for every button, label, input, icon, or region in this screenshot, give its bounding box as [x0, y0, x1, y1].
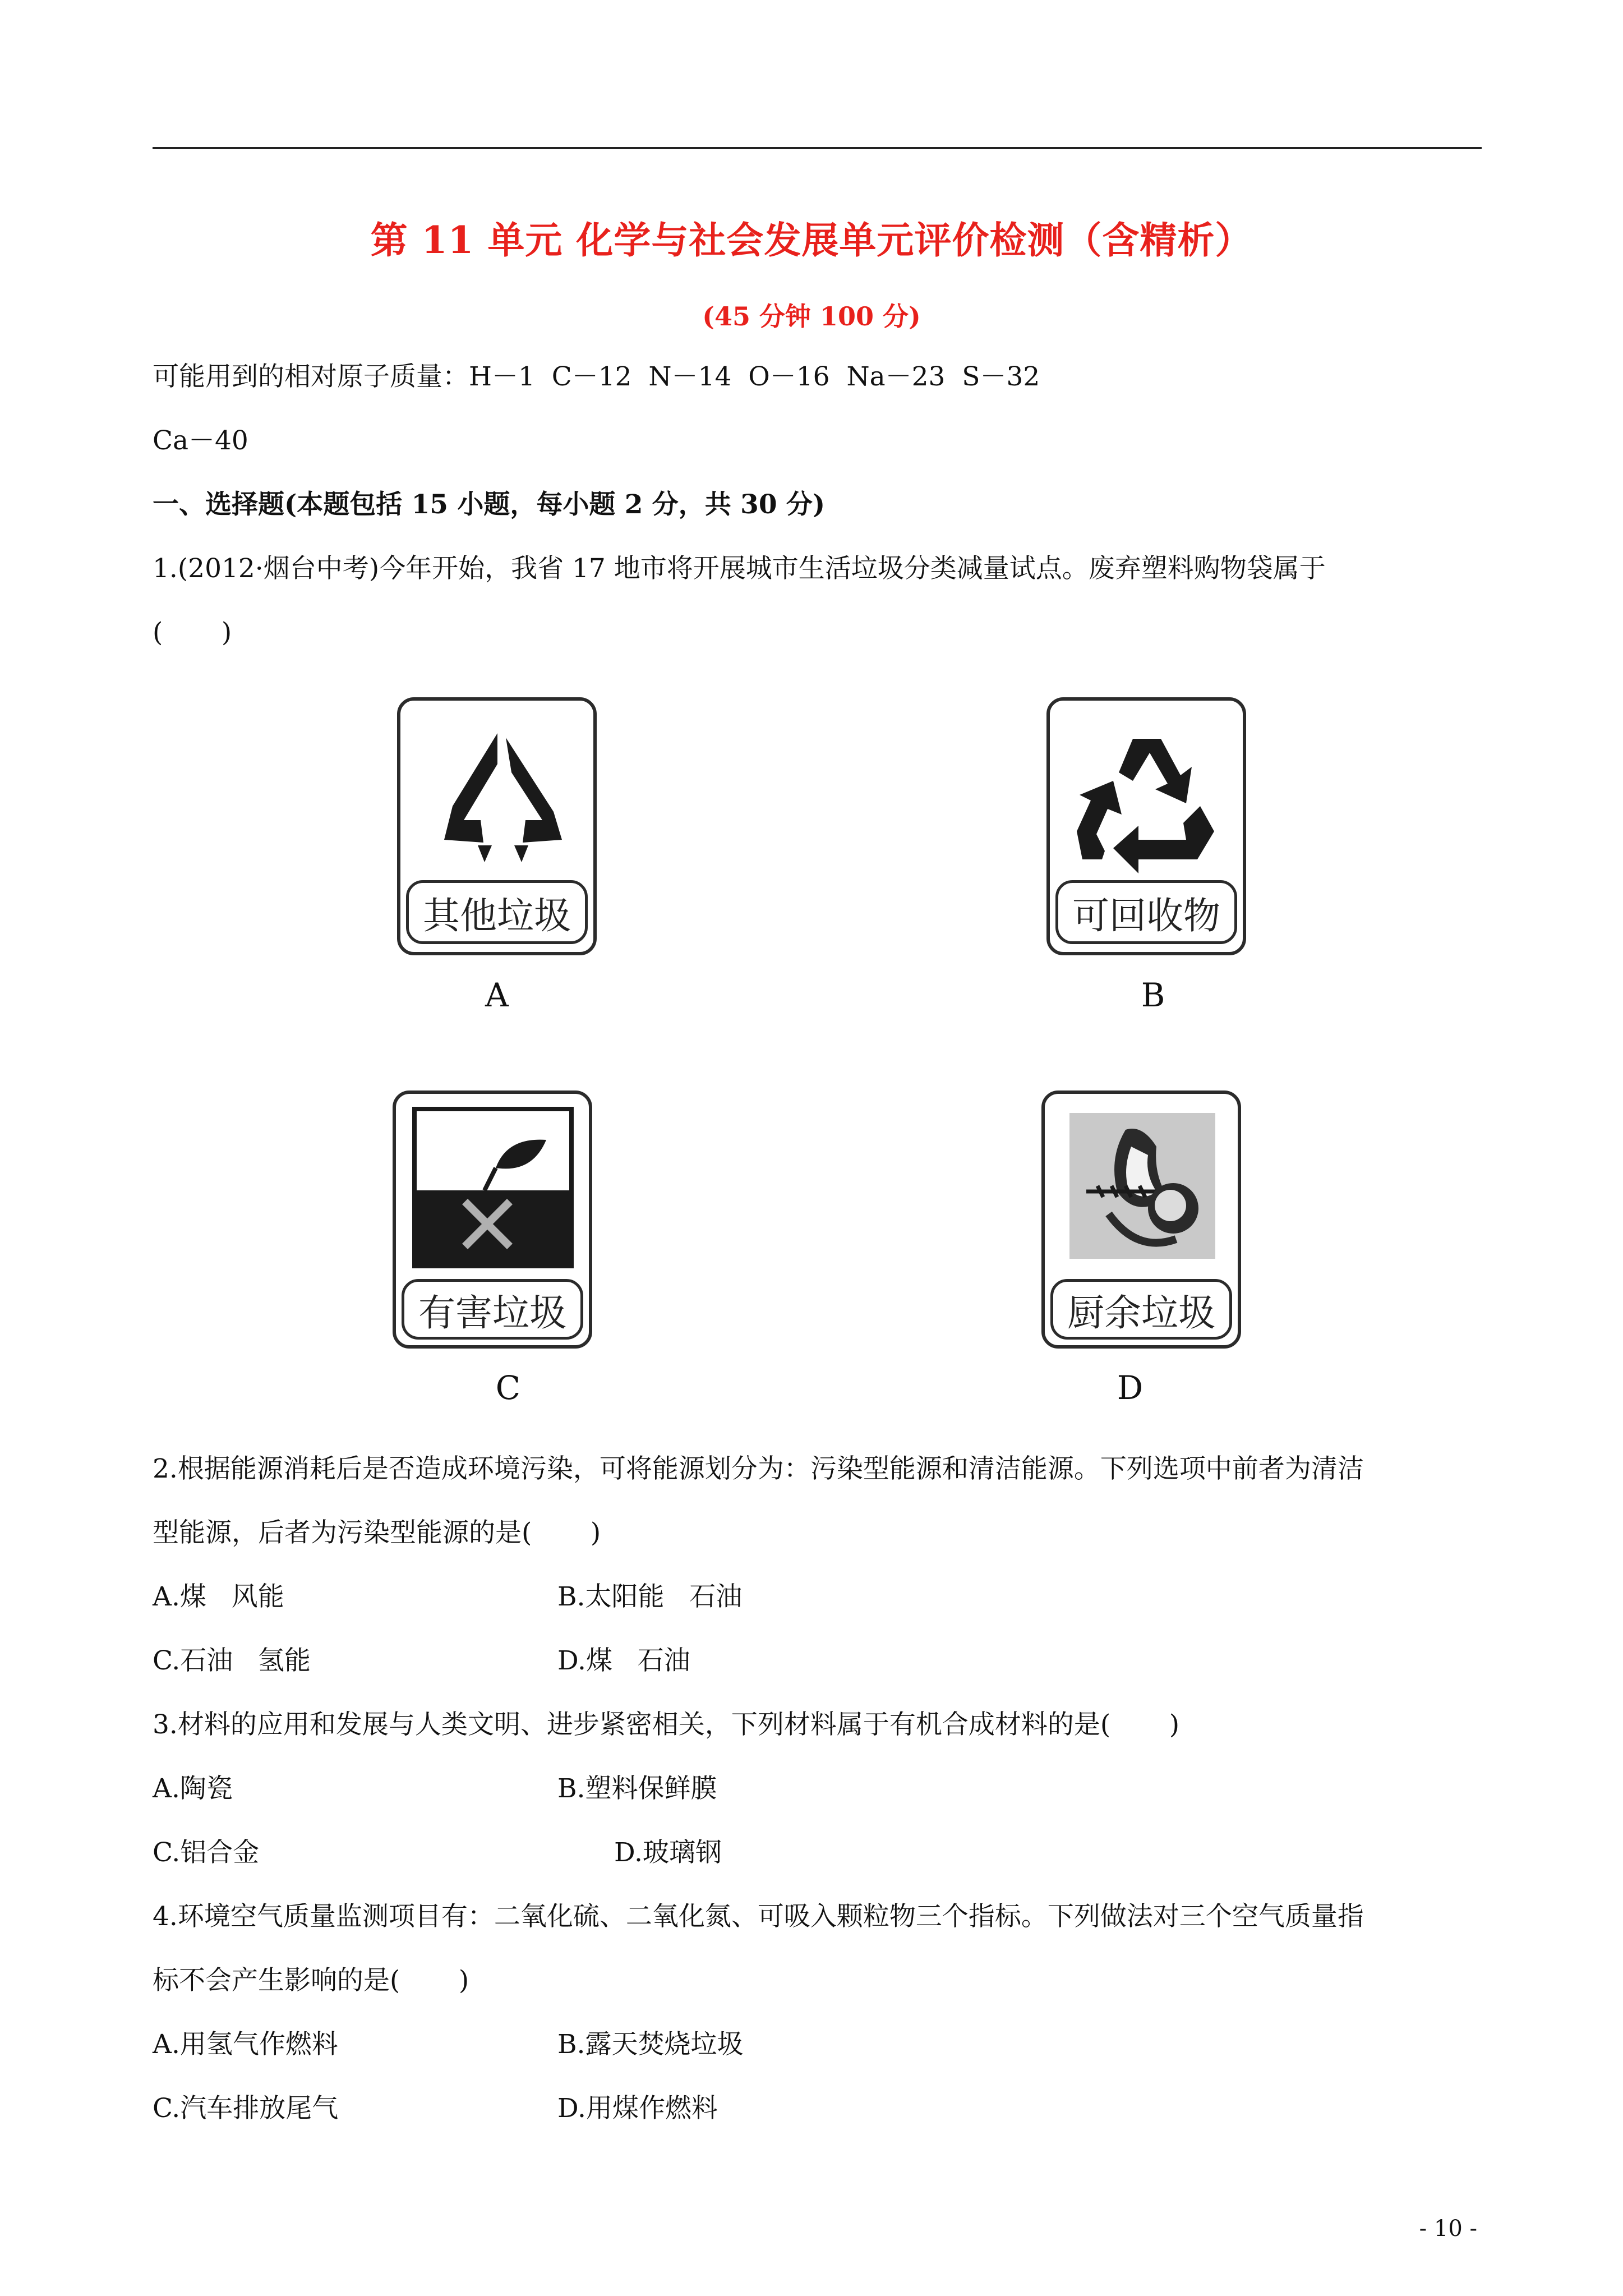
header-rule [153, 147, 1482, 149]
q4-option-c: C.汽车排放尾气 [153, 2093, 339, 2124]
section-heading: 一、选择题(本题包括 15 小题，每小题 2 分，共 30 分) [153, 489, 826, 520]
q2-option-a: A.煤 风能 [153, 1581, 284, 1612]
sign-a [397, 697, 597, 955]
q3-option-b: B.塑料保鲜膜 [557, 1773, 717, 1804]
document-title: 第 11 单元 化学与社会发展单元评价检测（含精析） [370, 218, 1253, 262]
sign-b-letter: B [1141, 976, 1165, 1014]
q4-stem-line1: 4.环境空气质量监测项目有：二氧化硫、二氧化氮、可吸入颗粒物三个指标。下列做法对三个空气质量指 [153, 1901, 1364, 1932]
q4-option-a: A.用氢气作燃料 [153, 2029, 338, 2060]
q4-stem-line2: 标不会产生影响的是( ) [153, 1965, 469, 1996]
q3-option-a: A.陶瓷 [153, 1773, 233, 1804]
q3-option-d: D.玻璃钢 [614, 1837, 722, 1868]
q2-option-b: B.太阳能 石油 [557, 1581, 743, 1612]
atomic-masses-line1: 可能用到的相对原子质量：H－1 C－12 N－14 O－16 Na－23 S－32 [153, 361, 1040, 392]
q4-option-d: D.用煤作燃料 [557, 2093, 718, 2124]
sign-c-letter: C [495, 1369, 521, 1407]
q2-option-c: C.石油 氢能 [153, 1645, 311, 1676]
sign-c [393, 1091, 592, 1349]
page-number: - 10 - [1419, 2216, 1477, 2242]
q2-stem-line1: 2.根据能源消耗后是否造成环境污染，可将能源划分为：污染型能源和清洁能源。下列选项中前者为清洁 [153, 1453, 1364, 1484]
q3-stem: 3.材料的应用和发展与人类文明、进步紧密相关，下列材料属于有机合成材料的是( ) [153, 1709, 1180, 1740]
sign-d-label: 厨余垃圾 [1050, 1279, 1232, 1340]
kitchen-waste-icon [1064, 1107, 1221, 1264]
document-subtitle: (45 分钟 100 分) [702, 301, 921, 332]
q2-option-d: D.煤 石油 [557, 1645, 690, 1676]
hazardous-waste-icon [412, 1106, 574, 1269]
atomic-masses-line2: Ca－40 [153, 425, 248, 456]
sign-d-letter: D [1117, 1369, 1144, 1407]
sign-a-label: 其他垃圾 [406, 880, 588, 944]
recycle-icon [1071, 722, 1223, 873]
sign-c-label: 有害垃圾 [402, 1279, 583, 1340]
other-waste-icon [422, 722, 573, 873]
q1-stem-line1: 1.(2012·烟台中考)今年开始，我省 17 地市将开展城市生活垃圾分类减量试点。废弃塑料购物袋属于 [153, 553, 1326, 584]
q2-stem-line2: 型能源，后者为污染型能源的是( ) [153, 1517, 601, 1548]
q3-option-c: C.铝合金 [153, 1837, 260, 1868]
q1-stem-line2: ( ) [153, 617, 232, 648]
q4-option-b: B.露天焚烧垃圾 [557, 2029, 744, 2060]
sign-b [1046, 697, 1246, 955]
sign-d [1041, 1091, 1241, 1349]
sign-a-letter: A [485, 976, 509, 1014]
sign-b-label: 可回收物 [1055, 880, 1237, 944]
